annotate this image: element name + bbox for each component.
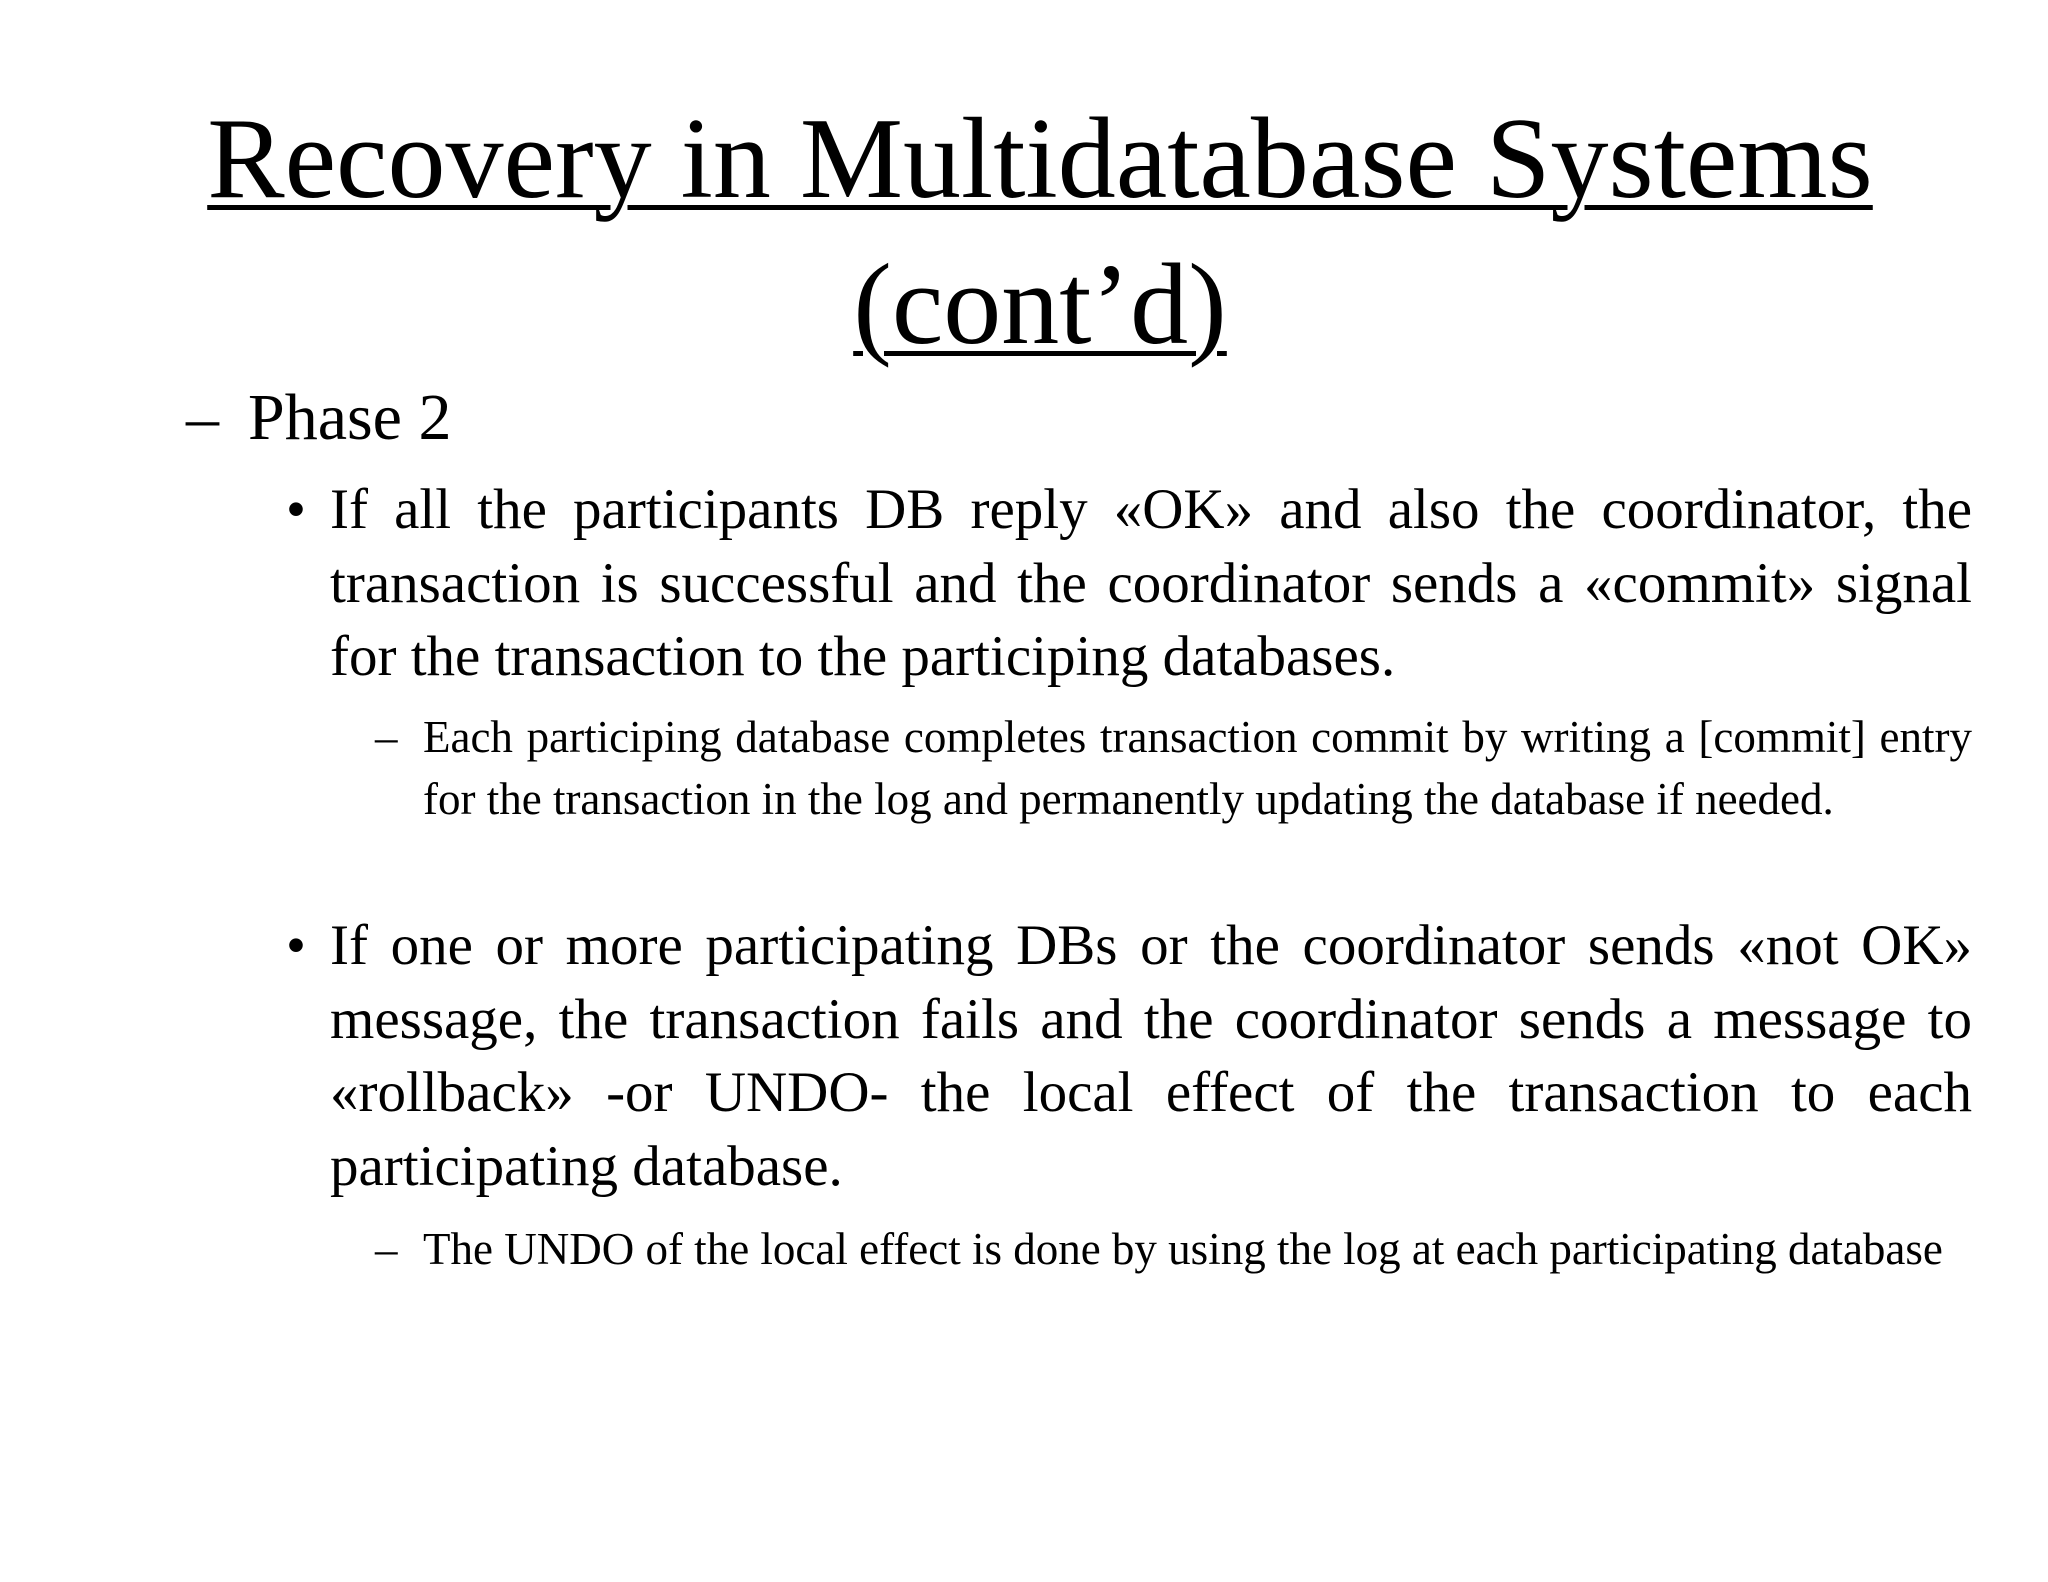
sub-undo-text: The UNDO of the local effect is done by using the log at each participating database bbox=[423, 1224, 1943, 1274]
bullet-rollback-text: If one or more participating DBs or the coordinator sends «not OK» message, the transaction fails and the coordinator sends a message to «rollback» -or UNDO- the local effect of the transaction to each participating database. bbox=[330, 914, 1972, 1198]
dash-marker: – bbox=[186, 381, 219, 454]
phase-heading bbox=[186, 378, 451, 458]
bullet-marker: • bbox=[286, 478, 306, 541]
sub-dash-marker: – bbox=[375, 712, 398, 762]
sub-commit-text: Each participing database completes transaction commit by writing a [commit] entry for the transaction in the log and permanently updating the database if needed. bbox=[423, 712, 1972, 824]
slide-title bbox=[140, 86, 1940, 378]
bullet-marker: • bbox=[286, 914, 306, 977]
sub-dash-marker: – bbox=[375, 1224, 398, 1274]
bullet-commit-text: If all the participants DB reply «OK» and also the coordinator, the transaction is successful and the coordinator sends a «commit» signal for the transaction to the participing databases. bbox=[330, 478, 1972, 688]
phase-heading-text: Phase 2 bbox=[248, 381, 452, 454]
title-line-2: (cont’d) bbox=[853, 241, 1227, 369]
title-line-1: Recovery in Multidatabase Systems bbox=[207, 95, 1873, 223]
